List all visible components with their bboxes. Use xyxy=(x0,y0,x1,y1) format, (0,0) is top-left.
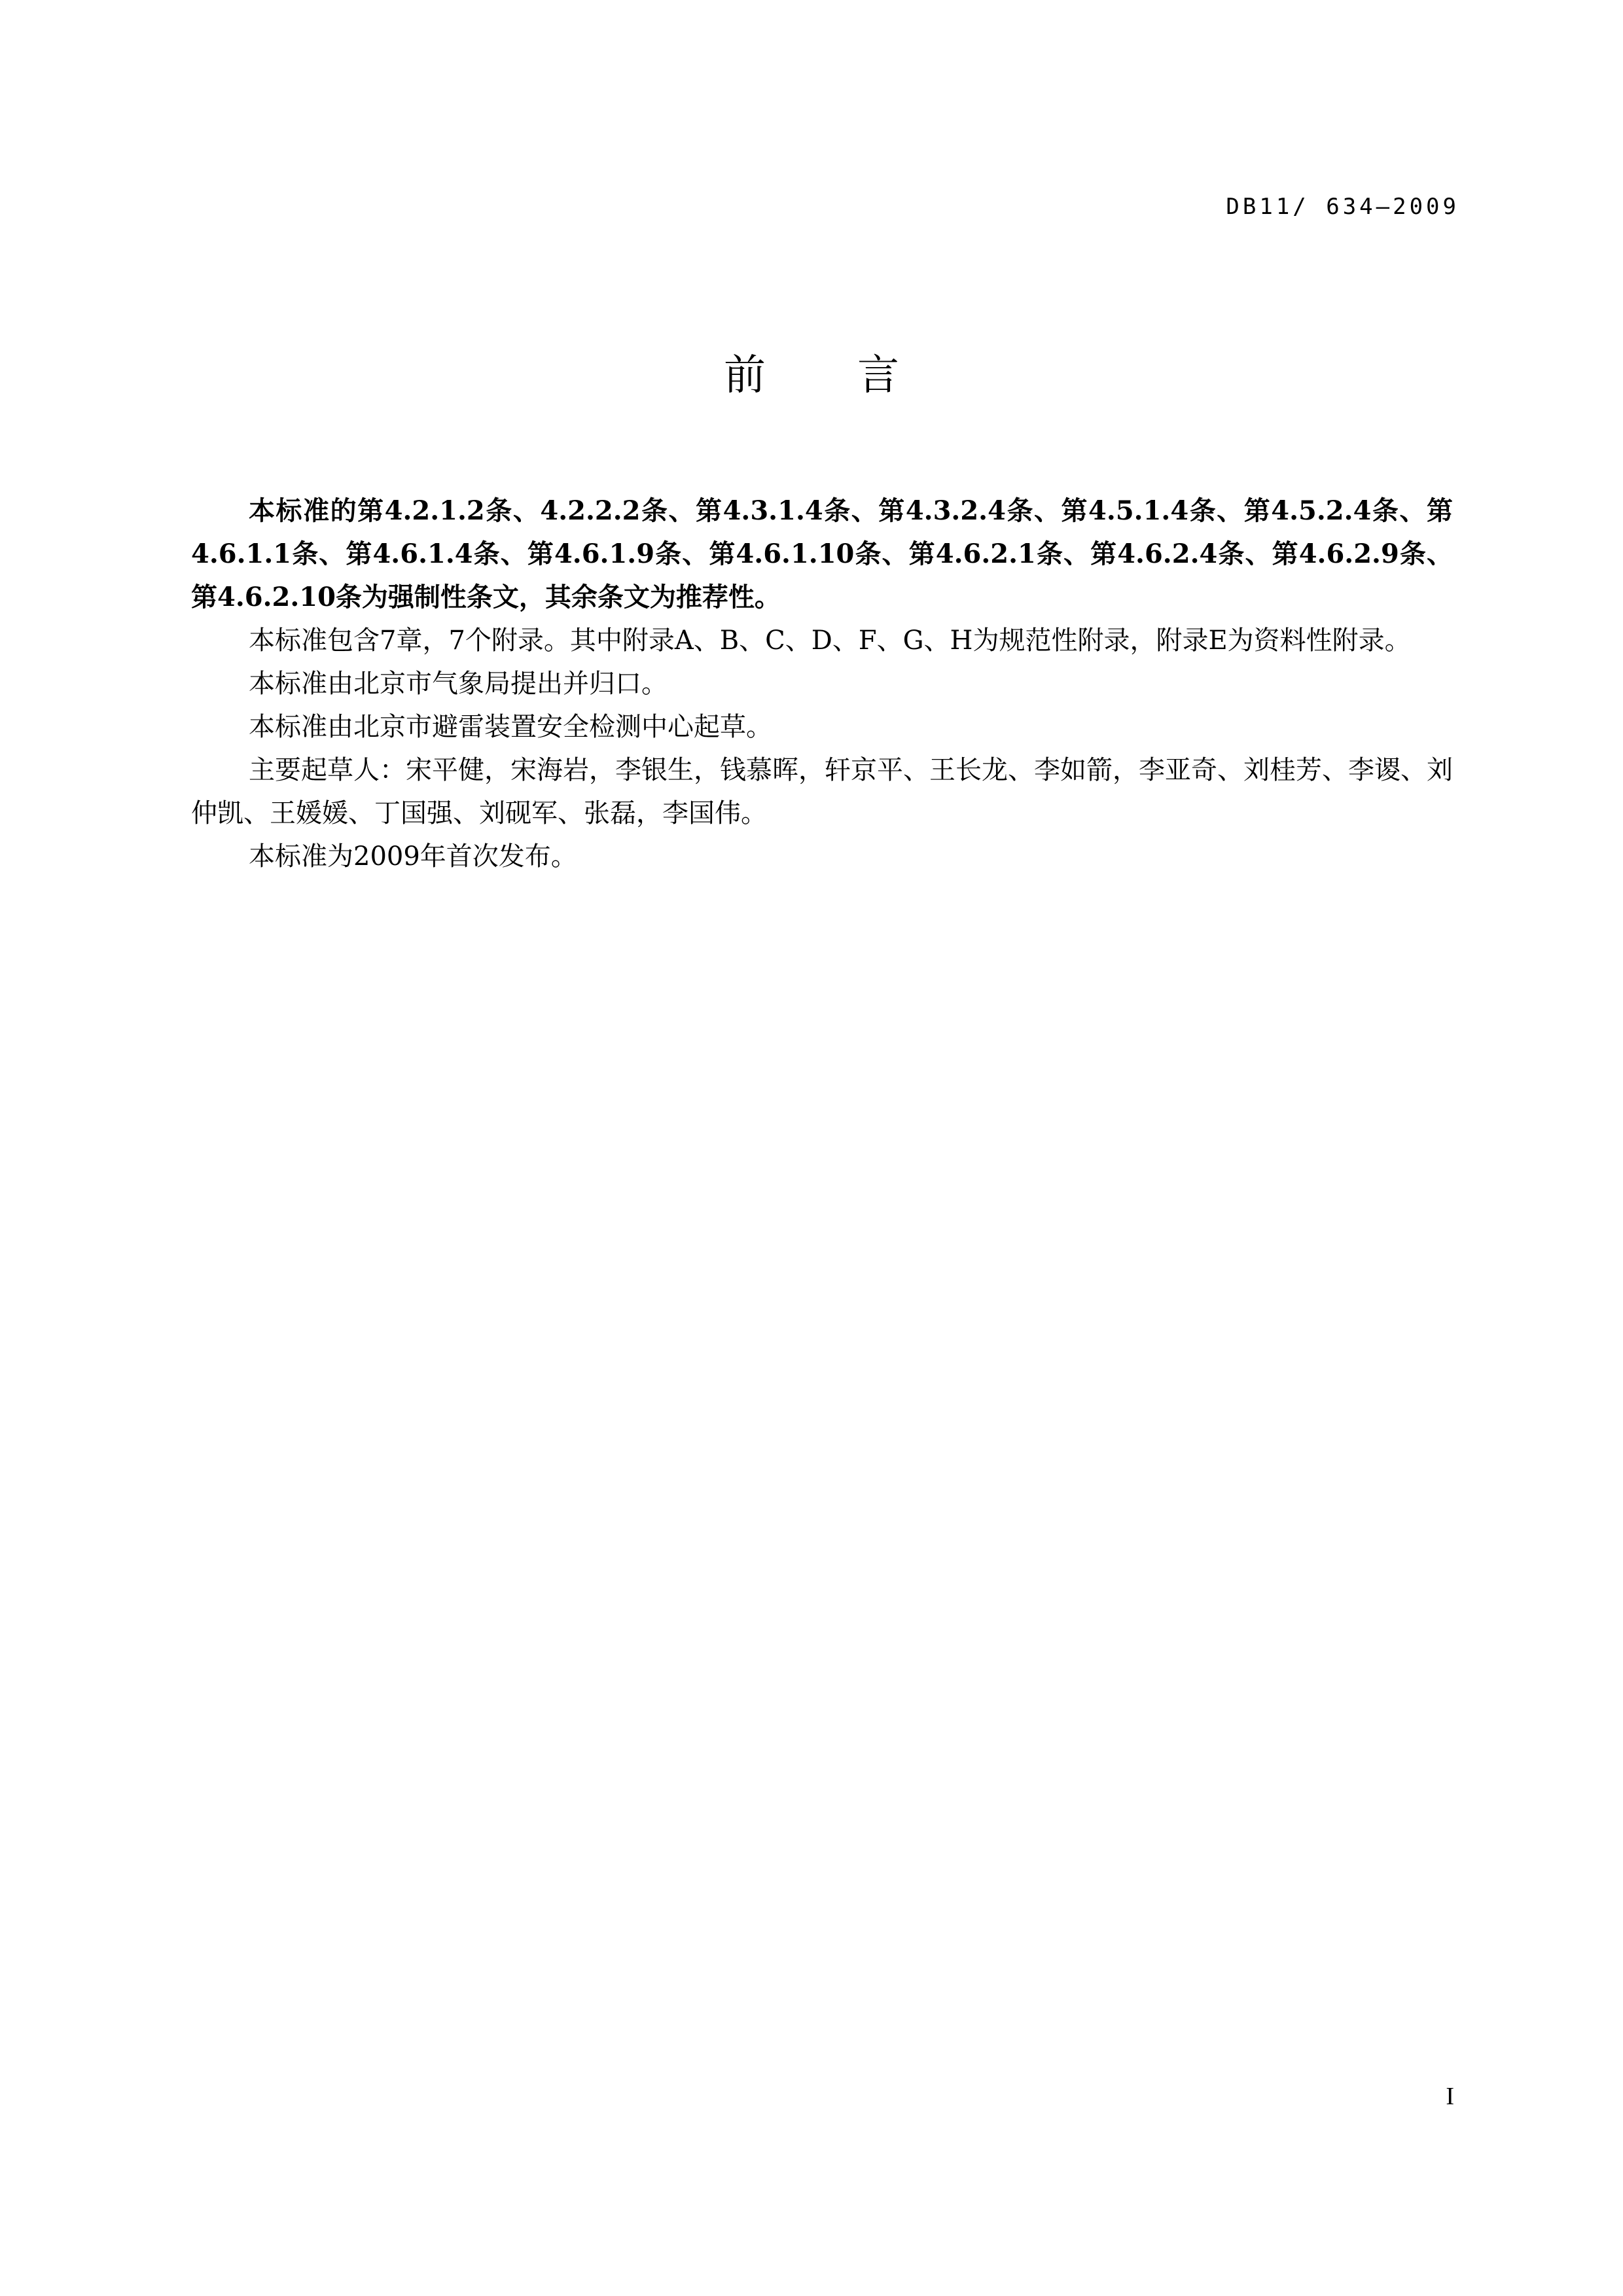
structure-paragraph: 本标准包含7章，7个附录。其中附录A、B、C、D、F、G、H为规范性附录，附录E为资料性附录。 xyxy=(249,626,1411,656)
page-number: I xyxy=(1446,2083,1454,2110)
preface-body xyxy=(191,489,1453,878)
mandatory-clauses-paragraph: 本标准的第4.2.1.2条、4.2.2.2条、第4.3.1.4条、第4.3.2.4条、第4.5.1.4条、第4.5.2.4条、第4.6.1.1条、第4.6.1.4条、第4.6.1.9条、第4.6.1.10条、第4.6.2.1条、第4.6.2.4条、第4.6.2.9条、第4.6.2.10条为强制性条文，其余条文为推荐性。 xyxy=(191,495,1453,612)
proposed-by-paragraph: 本标准由北京市气象局提出并归口。 xyxy=(249,669,668,699)
page-title xyxy=(0,349,1623,402)
page-title-part2: 言 xyxy=(857,351,899,400)
drafted-by-paragraph: 本标准由北京市避雷装置安全检测中心起草。 xyxy=(249,712,772,742)
standard-code: DB11/ 634—2009 xyxy=(1226,194,1459,220)
main-drafters-paragraph: 主要起草人：宋平健，宋海岩，李银生，钱慕晖，轩京平、王长龙、李如箭，李亚奇、刘桂芳、李谡、刘仲凯、王媛媛、丁国强、刘砚军、张磊，李国伟。 xyxy=(191,755,1453,828)
first-release-paragraph: 本标准为2009年首次发布。 xyxy=(249,841,577,872)
page-title-part1: 前 xyxy=(724,351,766,400)
